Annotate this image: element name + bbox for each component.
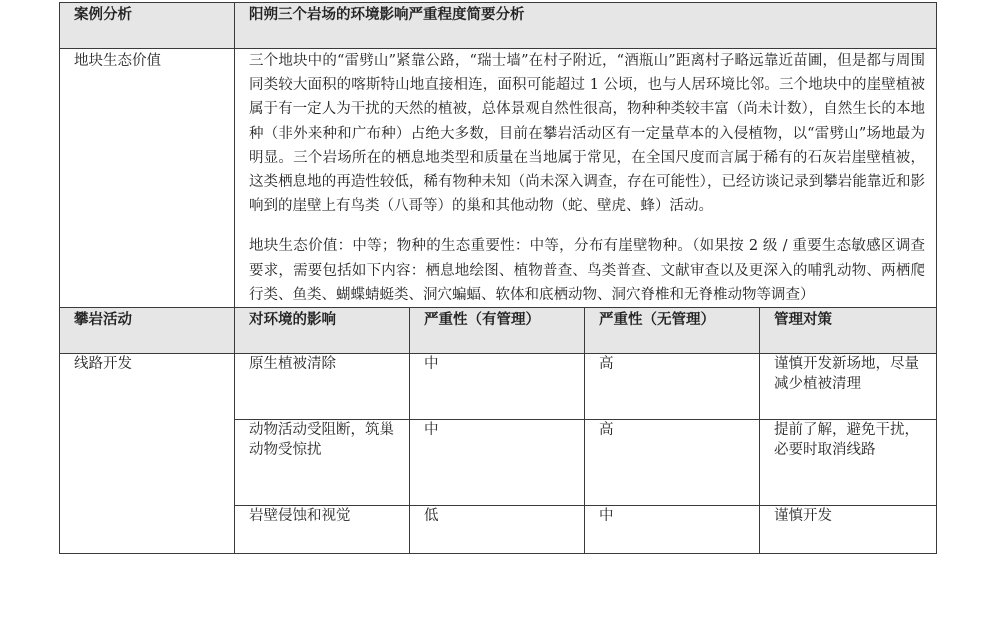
impact-cell: 原生植被清除 bbox=[235, 354, 410, 420]
impact-col-header: 对环境的影响 bbox=[235, 308, 410, 354]
measure-cell: 提前了解，避免干扰，必要时取消线路 bbox=[760, 420, 937, 506]
impact-cell: 岩壁侵蚀和视觉 bbox=[235, 506, 410, 554]
ecology-label: 地块生态价值 bbox=[60, 49, 235, 308]
case-analysis-label: 案例分析 bbox=[60, 3, 235, 49]
activity-group-label: 线路开发 bbox=[60, 354, 235, 554]
analysis-table bbox=[59, 2, 937, 554]
ecology-content bbox=[235, 49, 937, 308]
severity-managed-cell: 中 bbox=[410, 354, 585, 420]
impact-cell: 动物活动受阻断，筑巢动物受惊扰 bbox=[235, 420, 410, 506]
measure-cell: 谨慎开发 bbox=[760, 506, 937, 554]
severity-unmanaged-cell: 高 bbox=[585, 420, 760, 506]
severity-managed-cell: 低 bbox=[410, 506, 585, 554]
severity-unmanaged-cell: 中 bbox=[585, 506, 760, 554]
table-row bbox=[60, 354, 937, 420]
ecology-row bbox=[60, 49, 937, 308]
severity-unmanaged-cell: 高 bbox=[585, 354, 760, 420]
severity-unmanaged-col-header: 严重性（无管理） bbox=[585, 308, 760, 354]
activity-header-row bbox=[60, 308, 937, 354]
activity-col-header: 攀岩活动 bbox=[60, 308, 235, 354]
severity-managed-cell: 中 bbox=[410, 420, 585, 506]
measure-cell: 谨慎开发新场地，尽量减少植被清理 bbox=[760, 354, 937, 420]
table-header-row bbox=[60, 3, 937, 49]
table-title: 阳朔三个岩场的环境影响严重程度简要分析 bbox=[235, 3, 937, 49]
ecology-paragraph-1: 三个地块中的“雷劈山”紧靠公路，“瑞士墙”在村子附近，“酒瓶山”距离村子略远靠近苗圃，但是都与周围同类较大面积的喀斯特山地直接相连，面积可能超过 1 公顷，也与人居环境比邻。三个地块中的崖壁植被属于有一定人为干扰的天然的植被，总体景观自然性很高，物种种类较丰富（尚未计数），自然生长的本地种（非外来种和广布种）占绝大多数，目前在攀岩活动区有一定量草本的入侵植物，以“雷劈山”场地最为明显。三个岩场所在的栖息地类型和质量在当地属于常见，在全国尺度而言属于稀有的石灰岩崖壁植被，这类栖息地的再造性较低，稀有物种未知（尚未深入调查，存在可能性），已经访谈记录到攀岩能靠近和影响到的崖壁上有鸟类（八哥等）的巢和其他动物（蛇、壁虎、蜂）活动。 bbox=[249, 53, 925, 215]
measure-col-header: 管理对策 bbox=[760, 308, 937, 354]
severity-managed-col-header: 严重性（有管理） bbox=[410, 308, 585, 354]
ecology-paragraph-2: 地块生态价值：中等；物种的生态重要性：中等，分布有崖壁物种。（如果按 2 级 / 重要生态敏感区调查要求，需要包括如下内容：栖息地绘图、植物普查、鸟类普查、文献审查以及更深入的哺乳动物、两栖爬行类、鱼类、蝴蝶蜻蜓类、洞穴蝙蝠、软体和底栖动物、洞穴脊椎和无脊椎动物等调查） bbox=[249, 238, 925, 303]
